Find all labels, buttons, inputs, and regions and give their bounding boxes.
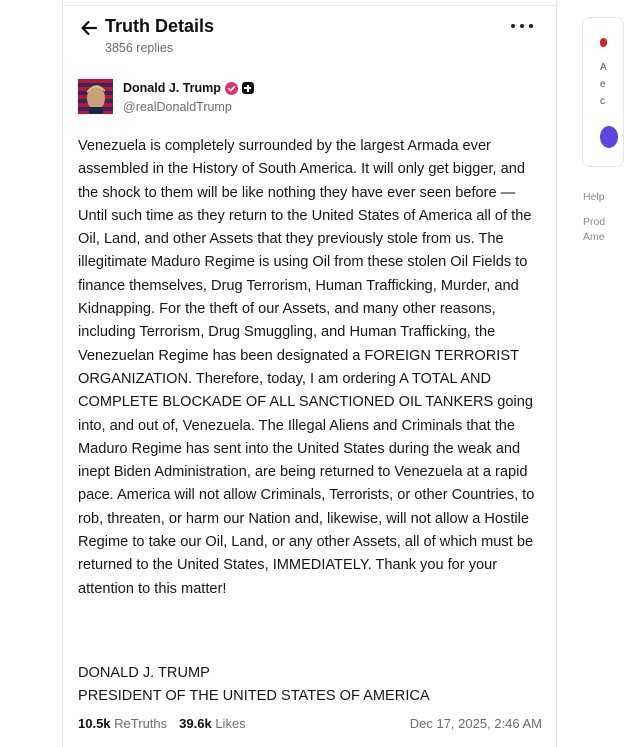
likes-count: 39.6k xyxy=(179,716,212,731)
likes-label: Likes xyxy=(215,716,246,731)
sidebar-link-prod[interactable]: Prod xyxy=(583,216,606,228)
retruths-count: 10.5k xyxy=(78,716,111,731)
sidebar-card-text-3: c xyxy=(600,96,605,107)
post-detail-panel xyxy=(62,0,557,747)
post-text: Venezuela is completely surrounded by the largest Armada ever assembled in the History of South America. It will only get bigger, and the shock to them will be like nothing they have ever seen before — Until such time as they return to the United States of America all of the Oil, Land, and other Assets that they previously stole from us. The illegitimate Maduro Regime is using Oil from these stolen Oil Fields to finance themselves, Drug Terrorism, Human Trafficking, Murder, and Kidnapping. For the theft of our Assets, and many other reasons, including Terrorism, Drug Smuggling, and Human Trafficking, the Venezuelan Regime has been designated a FOREIGN TERRORIST ORGANIZATION. Therefore, today, I am ordering A TOTAL AND COMPLETE BLOCKADE OF ALL SANCTIONED OIL TANKERS going into, and out of, Venezuela. The Illegal Aliens and Criminals that the Maduro Regime has sent into the United States during the weak and inept Biden Administration, are being returned to Venezuela at a rapid pace. America will not allow Criminals, Terrorists, or other Countries, to rob, threaten, or harm our Nation and, likewise, will not allow a Hostile Regime to take our Oil, Land, or any other Assets, all of which must be returned to the United States, IMMEDIATELY. Thank you for your attention to this matter! xyxy=(78,138,535,597)
more-options-icon[interactable] xyxy=(511,20,533,32)
likes-stat[interactable] xyxy=(179,716,246,731)
signature-name: DONALD J. TRUMP xyxy=(78,665,210,681)
sidebar-card-dot xyxy=(600,38,607,47)
signature-title: PRESIDENT OF THE UNITED STATES OF AMERICA xyxy=(78,688,430,705)
sidebar-link-ame[interactable]: Ame xyxy=(583,231,605,243)
sidebar-card-button[interactable] xyxy=(600,126,618,148)
verified-badge-icon xyxy=(225,82,238,95)
retruths-label: ReTruths xyxy=(114,716,168,731)
sidebar-card[interactable] xyxy=(582,17,624,167)
retruths-stat[interactable] xyxy=(78,716,167,731)
author-name[interactable] xyxy=(123,81,254,95)
author-handle[interactable]: @realDonaldTrump xyxy=(123,100,232,114)
sidebar-card-text-2: e xyxy=(600,79,606,90)
post-signature xyxy=(78,662,548,709)
top-divider xyxy=(63,0,556,6)
engagement-stats xyxy=(78,716,246,731)
back-arrow-icon[interactable] xyxy=(79,18,99,38)
sidebar-card-text-1: A xyxy=(600,62,607,73)
page-title: Truth Details xyxy=(105,16,215,36)
avatar[interactable] xyxy=(78,79,113,114)
replies-count: 3856 replies xyxy=(105,41,174,55)
author-name-text: Donald J. Trump xyxy=(123,81,221,95)
sidebar-link-help[interactable]: Help xyxy=(583,191,605,203)
plus-badge-icon xyxy=(242,82,254,94)
post-timestamp: Dec 17, 2025, 2:46 AM xyxy=(409,716,542,731)
